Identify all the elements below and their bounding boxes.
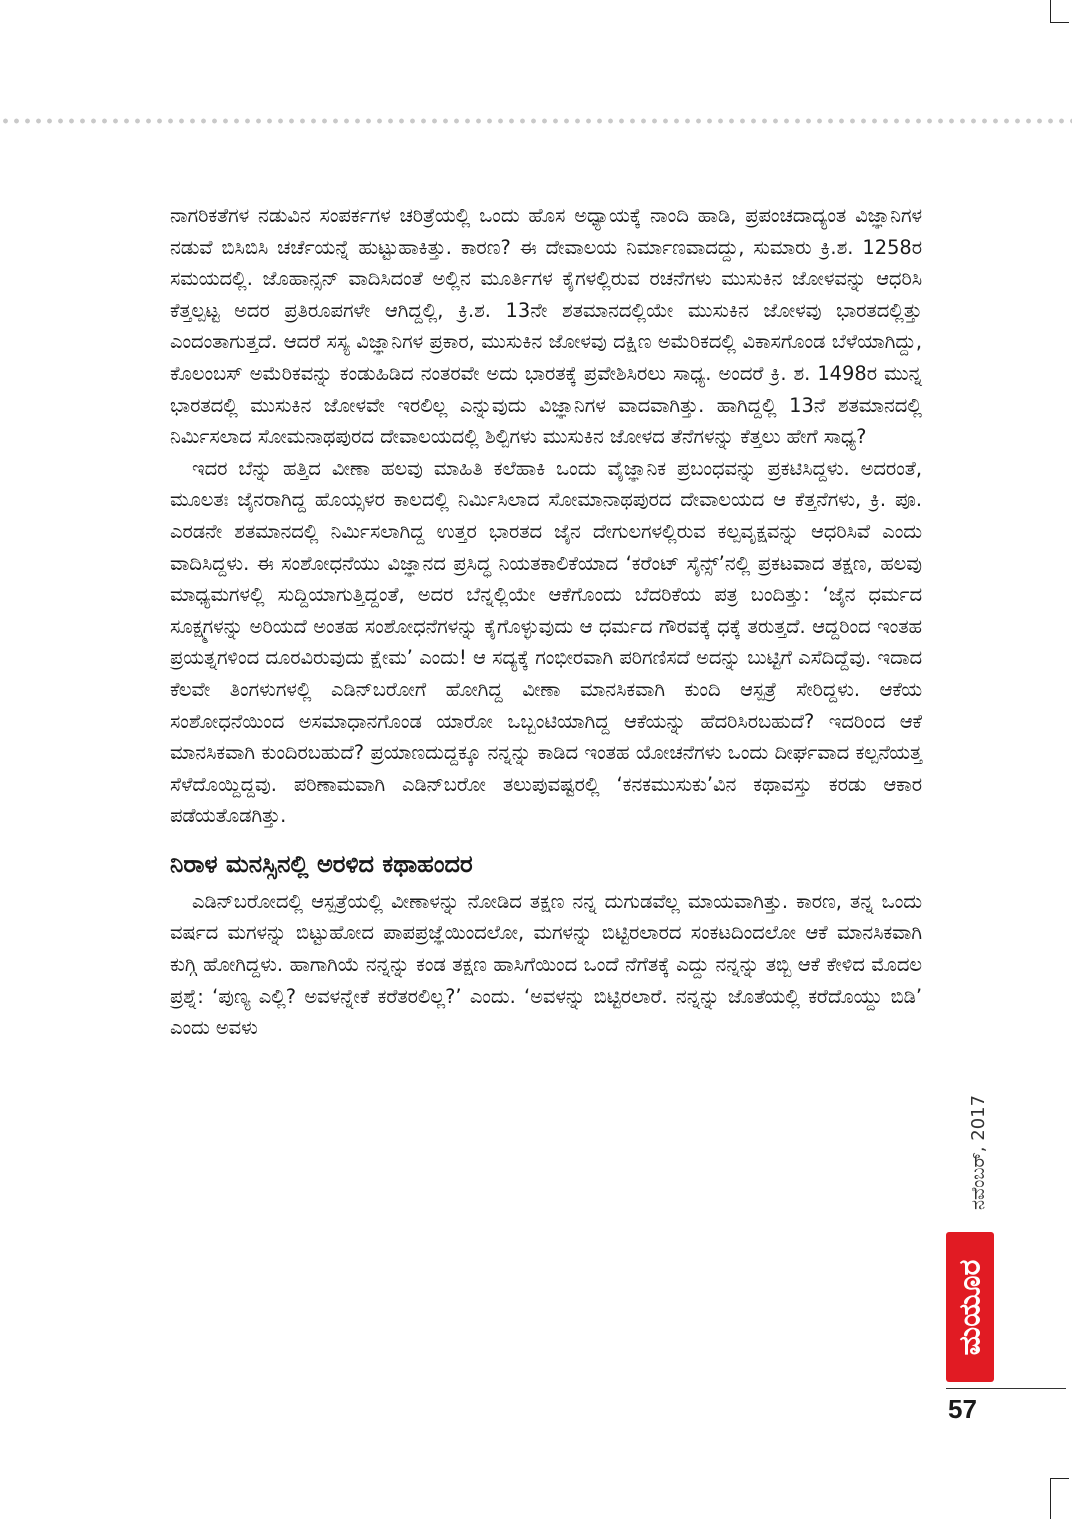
article-paragraph-2: ಇದರ ಬೆನ್ನು ಹತ್ತಿದ ವೀಣಾ ಹಲವು ಮಾಹಿತಿ ಕಲೆಹಾಕಿ ಒಂದು ವೈಜ್ಞಾನಿಕ ಪ್ರಬಂಧವನ್ನು ಪ್ರಕಟಿಸಿದ್ದಳು. ಅದರಂತೆ, ಮೂಲತಃ ಜೈನರಾಗಿದ್ದ ಹೊಯ್ಸಳರ ಕಾಲದಲ್ಲಿ ನಿರ್ಮಿಸಿಲಾದ ಸೋಮಾನಾಥಪುರದ ದೇವಾಲಯದ ಆ ಕೆತ್ತನೆಗಳು, ಕ್ರಿ. ಪೂ. ಎರಡನೇ ಶತಮಾನದಲ್ಲಿ ನಿರ್ಮಿಸಲಾಗಿದ್ದ ಉತ್ತರ ಭಾರತದ ಜೈನ ದೇಗುಲಗಳಲ್ಲಿರುವ ಕಲ್ಪವೃಕ್ಷವನ್ನು ಆಧರಿಸಿವೆ ಎಂದು ವಾದಿಸಿದ್ದಳು. ಈ ಸಂಶೋಧನೆಯು ವಿಜ್ಞಾನದ ಪ್ರಸಿದ್ಧ ನಿಯತಕಾಲಿಕೆಯಾದ ‘ಕರೆಂಟ್ ಸೈನ್ಸ್’ನಲ್ಲಿ ಪ್ರಕಟವಾದ ತಕ್ಷಣ, ಹಲವು ಮಾಧ್ಯಮಗಳಲ್ಲಿ ಸುದ್ದಿಯಾಗುತ್ತಿದ್ದಂತೆ, ಅದರ ಬೆನ್ನಲ್ಲಿಯೇ ಆಕೆಗೊಂದು ಬೆದರಿಕೆಯ ಪತ್ರ ಬಂದಿತ್ತು: ‘ಜೈನ ಧರ್ಮದ ಸೂಕ್ಷ್ಮಗಳನ್ನು ಅರಿಯದೆ ಅಂತಹ ಸಂಶೋಧನೆಗಳನ್ನು ಕೈಗೊಳ್ಳುವುದು ಆ ಧರ್ಮದ ಗೌರವಕ್ಕೆ ಧಕ್ಕೆ ತರುತ್ತದೆ. ಆದ್ದರಿಂದ ಇಂತಹ ಪ್ರಯತ್ನಗಳಿಂದ ದೂರವಿರುವುದು ಕ್ಷೇಮ’ ಎಂದು! ಆ ಸದ್ಯಕ್ಕೆ ಗಂಭೀರವಾಗಿ ಪರಿಗಣಿಸದೆ ಅದನ್ನು ಬುಟ್ಟಿಗೆ ಎಸೆದಿದ್ದೆವು. ಇದಾದ ಕೆಲವೇ ತಿಂಗಳುಗಳಲ್ಲಿ ಎಡಿನ್‌ಬರೋಗೆ ಹೋಗಿದ್ದ ವೀಣಾ ಮಾನಸಿಕವಾಗಿ ಕುಂದಿ ಆಸ್ಪತ್ರೆ ಸೇರಿದ್ದಳು. ಆಕೆಯ ಸಂಶೋಧನೆಯಿಂದ ಅಸಮಾಧಾನಗೊಂಡ ಯಾರೋ ಒಬ್ಬಂಟಿಯಾಗಿದ್ದ ಆಕೆಯನ್ನು ಹೆದರಿಸಿರಬಹುದೆ? ಇದರಿಂದ ಆಕೆ ಮಾನಸಿಕವಾಗಿ ಕುಂದಿರಬಹುದೆ? ಪ್ರಯಾಣದುದ್ದಕ್ಕೂ ನನ್ನನ್ನು ಕಾಡಿದ ಇಂತಹ ಯೋಚನೆಗಳು ಒಂದು ದೀರ್ಘವಾದ ಕಲ್ಪನೆಯತ್ತ ಸೆಳೆದೊಯ್ದಿದ್ದವು. ಪರಿಣಾಮವಾಗಿ ಎಡಿನ್‌ಬರೋ ತಲುಪುವಷ್ಟರಲ್ಲಿ ‘ಕನಕಮುಸುಕು’ವಿನ ಕಥಾವಸ್ತು ಕರಡು ಆಕಾರ ಪಡೆಯತೊಡಗಿತ್ತು.	[170, 456, 922, 828]
section-paragraph-1: ಎಡಿನ್‌ಬರೋದಲ್ಲಿ ಆಸ್ಪತ್ರೆಯಲ್ಲಿ ವೀಣಾಳನ್ನು ನೋಡಿದ ತಕ್ಷಣ ನನ್ನ ದುಗುಡವೆಲ್ಲ ಮಾಯವಾಗಿತ್ತು. ಕಾರಣ, ತನ್ನ ಒಂದು ವರ್ಷದ ಮಗಳನ್ನು ಬಿಟ್ಟುಹೋದ ಪಾಪಪ್ರಜ್ಞೆಯಿಂದಲೋ, ಮಗಳನ್ನು ಬಿಟ್ಟಿರಲಾರದ ಸಂಕಟದಿಂದಲೋ ಆಕೆ ಮಾನಸಿಕವಾಗಿ ಕುಗ್ಗಿ ಹೋಗಿದ್ದಳು. ಹಾಗಾಗಿಯೆ ನನ್ನನ್ನು ಕಂಡ ತಕ್ಷಣ ಹಾಸಿಗೆಯಿಂದ ಒಂದೆ ನೆಗೆತಕ್ಕೆ ಎದ್ದು ನನ್ನನ್ನು ತಬ್ಬಿ ಆಕೆ ಕೇಳಿದ ಮೊದಲ ಪ್ರಶ್ನೆ: ‘ಪುಣ್ಯ ಎಲ್ಲಿ? ಅವಳನ್ನೇಕೆ ಕರೆತರಲಿಲ್ಲ?’ ಎಂದು. ‘ಅವಳನ್ನು ಬಿಟ್ಟಿರಲಾರೆ. ನನ್ನನ್ನು ಜೊತೆಯಲ್ಲಿ ಕರೆದೊಯ್ದು ಬಿಡಿ’ ಎಂದು ಅವಳು	[170, 889, 922, 1040]
section-heading: ನಿರಾಳ ಮನಸ್ಸಿನಲ್ಲಿ ಅರಳಿದ ಕಥಾಹಂದರ	[170, 849, 473, 878]
article-body	[170, 200, 922, 1044]
dotted-divider	[0, 118, 1072, 124]
folio-rule	[946, 1388, 1066, 1389]
crop-mark-top	[1050, 0, 1069, 23]
crop-mark-bottom	[1050, 1478, 1069, 1519]
issue-date-text: ನವೆಂಬರ್, 2017	[968, 1094, 989, 1210]
article-paragraph-1: ನಾಗರಿಕತೆಗಳ ನಡುವಿನ ಸಂಪರ್ಕಗಳ ಚರಿತ್ರೆಯಲ್ಲಿ ಒಂದು ಹೊಸ ಅಧ್ಯಾಯಕ್ಕೆ ನಾಂದಿ ಹಾಡಿ, ಪ್ರಪಂಚದಾದ್ಯಂತ ವಿಜ್ಞಾನಿಗಳ ನಡುವೆ ಬಿಸಿಬಿಸಿ ಚರ್ಚೆಯನ್ನೆ ಹುಟ್ಟುಹಾಕಿತ್ತು. ಕಾರಣ? ಈ ದೇವಾಲಯ ನಿರ್ಮಾಣವಾದದ್ದು, ಸುಮಾರು ಕ್ರಿ.ಶ. 1258ರ ಸಮಯದಲ್ಲಿ. ಜೊಹಾನ್ಸನ್ ವಾದಿಸಿದಂತೆ ಅಲ್ಲಿನ ಮೂರ್ತಿಗಳ ಕೈಗಳಲ್ಲಿರುವ ರಚನೆಗಳು ಮುಸುಕಿನ ಜೋಳವನ್ನು ಆಧರಿಸಿ ಕೆತ್ತಲ್ಪಟ್ಟ ಅದರ ಪ್ರತಿರೂಪಗಳೇ ಆಗಿದ್ದಲ್ಲಿ, ಕ್ರಿ.ಶ. 13ನೇ ಶತಮಾನದಲ್ಲಿಯೇ ಮುಸುಕಿನ ಜೋಳವು ಭಾರತದಲ್ಲಿತ್ತು ಎಂದಂತಾಗುತ್ತದೆ. ಆದರೆ ಸಸ್ಯ ವಿಜ್ಞಾನಿಗಳ ಪ್ರಕಾರ, ಮುಸುಕಿನ ಜೋಳವು ದಕ್ಷಿಣ ಅಮೆರಿಕದಲ್ಲಿ ವಿಕಾಸಗೊಂಡ ಬೆಳೆಯಾಗಿದ್ದು, ಕೊಲಂಬಸ್ ಅಮೆರಿಕವನ್ನು ಕಂಡುಹಿಡಿದ ನಂತರವೇ ಅದು ಭಾರತಕ್ಕೆ ಪ್ರವೇಶಿಸಿರಲು ಸಾಧ್ಯ. ಅಂದರೆ ಕ್ರಿ. ಶ. 1498ರ ಮುನ್ನ ಭಾರತದಲ್ಲಿ ಮುಸುಕಿನ ಜೋಳವೇ ಇರಲಿಲ್ಲ ಎನ್ನುವುದು ವಿಜ್ಞಾನಿಗಳ ವಾದವಾಗಿತ್ತು. ಹಾಗಿದ್ದಲ್ಲಿ 13ನೆ ಶತಮಾನದಲ್ಲಿ ನಿರ್ಮಿಸಲಾದ ಸೋಮನಾಥಪುರದ ದೇವಾಲಯದಲ್ಲಿ ಶಿಲ್ಪಿಗಳು ಮುಸುಕಿನ ಜೋಳದ ತೆನೆಗಳನ್ನು ಕೆತ್ತಲು ಹೇಗೆ ಸಾಧ್ಯ?	[170, 204, 922, 449]
page-number: 57	[948, 1394, 977, 1424]
magazine-logo	[946, 1232, 994, 1382]
magazine-name: ಮಯೂರ	[952, 1259, 988, 1355]
